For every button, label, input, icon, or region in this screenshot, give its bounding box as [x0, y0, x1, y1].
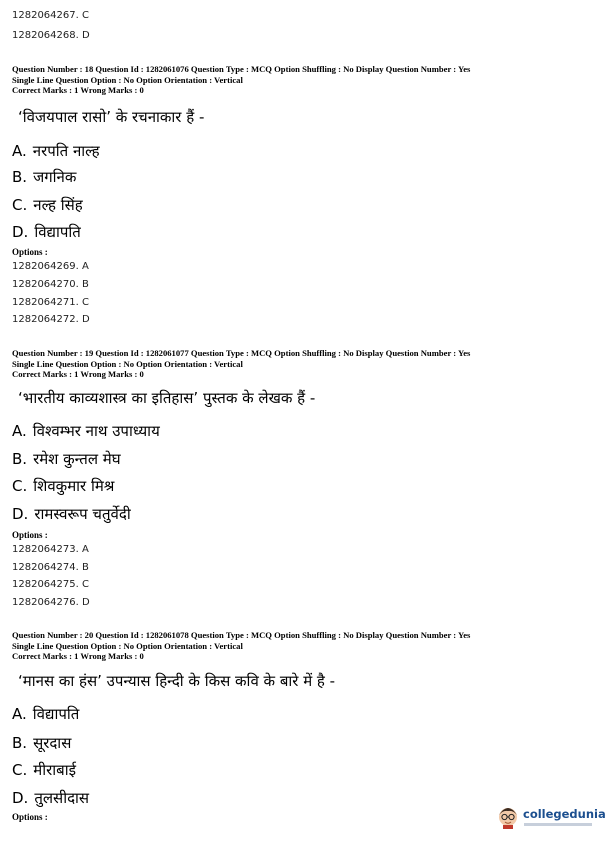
choice-text: विद्यापति — [32, 705, 80, 723]
choice-text: सूरदास — [33, 734, 72, 752]
answer-choice — [12, 222, 81, 242]
choice-text: जगनिक — [33, 168, 77, 186]
option-code: 1282064271. C — [12, 297, 89, 308]
choice-letter: B. — [12, 168, 28, 186]
answer-choice — [12, 195, 83, 215]
choice-letter: A. — [12, 422, 27, 440]
question-text: ‘भारतीय काव्यशास्त्र का इतिहास’ पुस्तक के लेखक हैं - — [18, 389, 316, 407]
option-code: 1282064267. C — [12, 10, 89, 21]
option-code: 1282064275. C — [12, 579, 89, 590]
choice-text: विश्वम्भर नाथ उपाध्याय — [32, 422, 160, 440]
answer-choice — [12, 704, 79, 724]
choice-text: नरपति नाल्ह — [32, 142, 100, 160]
choice-text: नल्ह सिंह — [33, 196, 83, 214]
question-meta-line: Single Line Question Option : No Option Orientation : Vertical — [12, 74, 243, 85]
question-text: ‘मानस का हंस’ उपन्यास हिन्दी के किस कवि के बारे में है - — [18, 672, 336, 690]
choice-letter: C. — [12, 477, 28, 495]
answer-choice — [12, 504, 131, 524]
option-code: 1282064274. B — [12, 562, 89, 573]
choice-text: मीराबाई — [33, 761, 76, 779]
mascot-icon — [497, 803, 519, 829]
choice-letter: C. — [12, 196, 28, 214]
choice-text: रामस्वरूप चतुर्वेदी — [34, 505, 131, 523]
option-code: 1282064270. B — [12, 279, 89, 290]
option-code: 1282064268. D — [12, 30, 90, 41]
question-meta — [12, 630, 587, 662]
choice-letter: B. — [12, 734, 28, 752]
choice-letter: A. — [12, 142, 27, 160]
option-code: 1282064273. A — [12, 544, 89, 555]
choice-text: विद्यापति — [34, 223, 81, 241]
question-meta-line: Question Number : 20 Question Id : 1282061078 Question Type : MCQ Option Shuffling : No Display Question Number : Yes — [12, 630, 471, 640]
choice-letter: C. — [12, 761, 28, 779]
options-label: Options : — [12, 812, 48, 822]
choice-letter: B. — [12, 450, 28, 468]
options-label: Options : — [12, 530, 48, 540]
question-meta — [12, 64, 587, 96]
answer-choice — [12, 476, 114, 496]
option-code: 1282064269. A — [12, 261, 89, 272]
option-code: 1282064276. D — [12, 597, 90, 608]
answer-choice — [12, 449, 121, 469]
marks-line: Correct Marks : 1 Wrong Marks : 0 — [12, 85, 144, 95]
choice-text: शिवकुमार मिश्र — [33, 477, 115, 495]
logo-wordmark: collegedunia — [523, 807, 606, 821]
question-meta-line: Question Number : 19 Question Id : 1282061077 Question Type : MCQ Option Shuffling : No Display Question Number : Yes — [12, 348, 471, 358]
choice-letter: D. — [12, 789, 29, 807]
answer-choice — [12, 141, 100, 161]
options-label: Options : — [12, 247, 48, 257]
question-meta-line: Question Number : 18 Question Id : 1282061076 Question Type : MCQ Option Shuffling : No Display Question Number : Yes — [12, 64, 471, 74]
choice-letter: D. — [12, 505, 29, 523]
question-meta-line: Single Line Question Option : No Option Orientation : Vertical — [12, 640, 243, 651]
choice-letter: D. — [12, 223, 29, 241]
answer-choice — [12, 760, 76, 780]
question-meta — [12, 348, 587, 380]
answer-choice — [12, 733, 71, 753]
logo-tagline-bar — [524, 823, 592, 826]
answer-choice — [12, 167, 76, 187]
choice-text: तुलसीदास — [34, 789, 90, 807]
answer-choice — [12, 421, 160, 441]
marks-line: Correct Marks : 1 Wrong Marks : 0 — [12, 369, 144, 379]
question-text: ‘विजयपाल रासो’ के रचनाकार हैं - — [18, 108, 205, 126]
choice-letter: A. — [12, 705, 27, 723]
collegedunia-logo — [497, 801, 606, 835]
answer-choice — [12, 788, 89, 808]
question-meta-line: Single Line Question Option : No Option Orientation : Vertical — [12, 358, 243, 369]
choice-text: रमेश कुन्तल मेघ — [33, 450, 121, 468]
option-code: 1282064272. D — [12, 314, 90, 325]
marks-line: Correct Marks : 1 Wrong Marks : 0 — [12, 651, 144, 661]
